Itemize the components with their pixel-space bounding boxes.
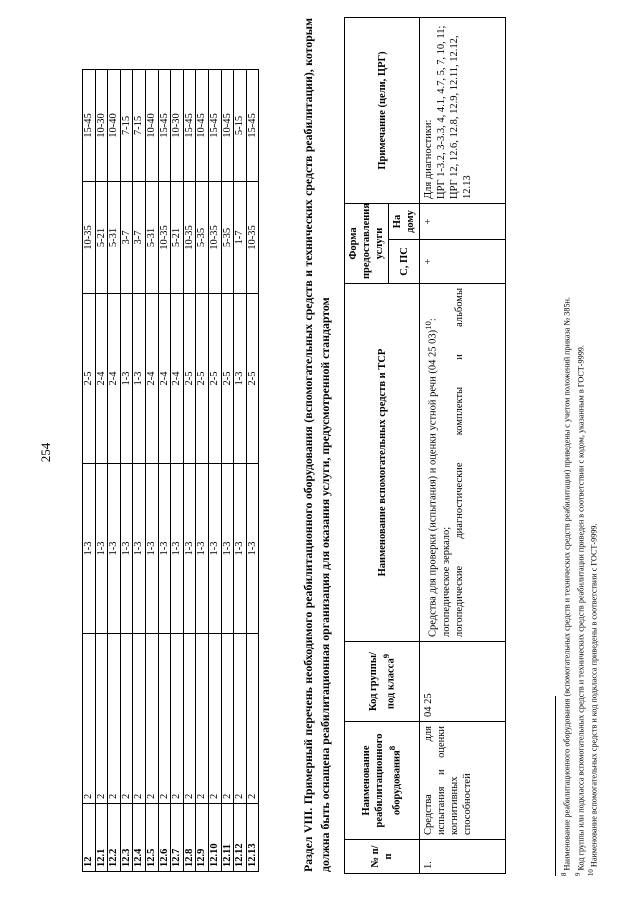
footnote-mark: 10 bbox=[588, 869, 596, 876]
table-cell: 5-21 bbox=[171, 182, 184, 294]
table-cell: 2-5 bbox=[196, 294, 209, 464]
table-cell: 1-3 bbox=[183, 464, 196, 634]
equipment-table bbox=[344, 17, 506, 874]
footnote bbox=[573, 297, 587, 876]
table-cell: 2 bbox=[133, 634, 146, 804]
row-equipment: Средства для испытания и оценки когнитивных способностей bbox=[420, 722, 506, 840]
row-aids bbox=[420, 284, 506, 642]
table-cell: 1-3 bbox=[208, 464, 221, 634]
table-row bbox=[420, 17, 506, 873]
table-cell: 1-3 bbox=[221, 464, 234, 634]
section-title: Раздел VIII. Примерный перечень необходимого реабилитационного оборудования (вспомогательных средств и технических средств реабилитации), которым должна быть оснащена реабилитационная организация для оказания услуги, предусмотренной стандартом bbox=[301, 18, 332, 872]
table-cell: 12.4 bbox=[133, 804, 146, 872]
note-line-3: ЦРГ 12, 12.6, 12.8, 12.9, 12.11, 12.12, 12.13 bbox=[449, 35, 473, 199]
table-cell: 10-40 bbox=[108, 70, 121, 182]
table-cell: 3-7 bbox=[120, 182, 133, 294]
table-row bbox=[196, 70, 209, 872]
table-row bbox=[234, 70, 247, 872]
table-row bbox=[171, 70, 184, 872]
table-cell: 1-3 bbox=[158, 464, 171, 634]
table-cell: 12.10 bbox=[208, 804, 221, 872]
table-cell: 1-3 bbox=[234, 294, 247, 464]
table-cell: 12.2 bbox=[108, 804, 121, 872]
note-line-1: Для диагностики: bbox=[423, 119, 434, 199]
main-table-holder bbox=[344, 17, 506, 874]
table-cell: 15-45 bbox=[246, 70, 259, 182]
table-cell: 5-35 bbox=[196, 182, 209, 294]
table-cell: 10-40 bbox=[145, 70, 158, 182]
table-cell: 10-30 bbox=[171, 70, 184, 182]
table-cell: 2 bbox=[171, 634, 184, 804]
footnotes bbox=[555, 297, 600, 876]
aids-line-2: логопедическое зеркало; bbox=[440, 526, 452, 637]
row-form-sps: + bbox=[420, 240, 506, 284]
table-cell: 12.11 bbox=[221, 804, 234, 872]
table-cell: 1-3 bbox=[171, 464, 184, 634]
footnote-text: Код группы или подкласса вспомогательных средств и технических средств реабилитации приведен в соответствии с кодом, указанным в ГОСТ-9999. bbox=[576, 345, 586, 871]
table-cell: 7-15 bbox=[133, 70, 146, 182]
table-cell: 2 bbox=[183, 634, 196, 804]
footnote-rule bbox=[555, 696, 556, 876]
table-cell: 12.13 bbox=[246, 804, 259, 872]
table-cell: 5-35 bbox=[221, 182, 234, 294]
header-row bbox=[345, 17, 389, 873]
table-row bbox=[221, 70, 234, 872]
table-cell: 10-35 bbox=[158, 182, 171, 294]
table-cell: 2-4 bbox=[95, 294, 108, 464]
footnote-mark: 8 bbox=[561, 872, 568, 876]
table-row bbox=[95, 70, 108, 872]
table-cell: 15-45 bbox=[83, 70, 96, 182]
table-cell: 5-21 bbox=[95, 182, 108, 294]
table-cell: 2 bbox=[145, 634, 158, 804]
table-cell: 2 bbox=[158, 634, 171, 804]
table-cell: 1-3 bbox=[120, 294, 133, 464]
table-cell: 15-45 bbox=[158, 70, 171, 182]
header-code-text: Код группы/под класса bbox=[367, 652, 397, 711]
continuation-table bbox=[82, 69, 259, 872]
table-cell: 12 bbox=[83, 804, 96, 872]
table-cell: 2-4 bbox=[158, 294, 171, 464]
header-aids: Наименование вспомогательных средств и ТСР bbox=[345, 284, 420, 642]
table-row bbox=[133, 70, 146, 872]
table-cell: 1-3 bbox=[246, 464, 259, 634]
aids-line-3: логопедические диагностические комплекты и альбомы bbox=[453, 288, 465, 637]
table-cell: 2-4 bbox=[171, 294, 184, 464]
aids-sup: 10 bbox=[423, 321, 433, 330]
table-cell: 10-35 bbox=[183, 182, 196, 294]
table-cell: 2 bbox=[120, 634, 133, 804]
footnote-text: Наименование реабилитационного оборудования (вспомогательных средств и технических средств реабилитации) приведены с учетом положений приказа № 385н. bbox=[562, 297, 572, 871]
table-cell: 1-7 bbox=[234, 182, 247, 294]
table-row bbox=[158, 70, 171, 872]
table-cell: 2 bbox=[196, 634, 209, 804]
header-note: Примечание (цели, ЦРГ) bbox=[345, 17, 420, 203]
table-cell: 2 bbox=[221, 634, 234, 804]
top-table-holder bbox=[82, 69, 259, 872]
table-cell: 1-3 bbox=[95, 464, 108, 634]
row-note bbox=[420, 17, 506, 203]
table-cell: 15-45 bbox=[208, 70, 221, 182]
footnote bbox=[586, 297, 600, 876]
aids-line-1-end: : bbox=[427, 318, 439, 322]
footnotes-holder bbox=[555, 297, 600, 876]
header-form: Форма предоставления услуги bbox=[345, 203, 389, 283]
note-line-2: ЦРГ 1-3.2, 3-3.3, 4, 4.1, 4.7, 5, 7, 10, 11; bbox=[436, 25, 447, 199]
table-row bbox=[246, 70, 259, 872]
table-row bbox=[145, 70, 158, 872]
table-cell: 10-45 bbox=[196, 70, 209, 182]
table-row bbox=[208, 70, 221, 872]
table-cell: 2-5 bbox=[246, 294, 259, 464]
table-cell: 2 bbox=[246, 634, 259, 804]
table-cell: 12.1 bbox=[95, 804, 108, 872]
table-cell: 2 bbox=[95, 634, 108, 804]
footnote bbox=[559, 297, 573, 876]
table-cell: 2-4 bbox=[145, 294, 158, 464]
footnote-text: Наименование вспомогательных средств и код подкласса приведены в соответствии с ГОСТ-9999. bbox=[590, 523, 600, 868]
footnote-mark: 9 bbox=[574, 872, 582, 876]
header-equipment-text: Наименование реабилитационного оборудования bbox=[361, 733, 403, 828]
table-cell: 1-3 bbox=[196, 464, 209, 634]
table-cell: 10-35 bbox=[83, 182, 96, 294]
table-cell: 1-3 bbox=[145, 464, 158, 634]
table-cell: 12.5 bbox=[145, 804, 158, 872]
table-cell: 1-3 bbox=[108, 464, 121, 634]
table-cell: 2 bbox=[108, 634, 121, 804]
table-cell: 12.7 bbox=[171, 804, 184, 872]
table-cell: 12.3 bbox=[120, 804, 133, 872]
table-cell: 2-5 bbox=[83, 294, 96, 464]
table-cell: 2-5 bbox=[221, 294, 234, 464]
table-cell: 2-5 bbox=[208, 294, 221, 464]
table-cell: 2-5 bbox=[183, 294, 196, 464]
table-cell: 12.9 bbox=[196, 804, 209, 872]
table-cell: 5-31 bbox=[145, 182, 158, 294]
table-cell: 2-4 bbox=[108, 294, 121, 464]
table-cell: 10-35 bbox=[208, 182, 221, 294]
table-row bbox=[83, 70, 96, 872]
header-code-sup: 9 bbox=[380, 653, 391, 659]
aids-line-1 bbox=[422, 288, 440, 637]
header-form-sps: С, ПС bbox=[389, 240, 420, 284]
table-cell: 7-15 bbox=[120, 70, 133, 182]
table-row bbox=[183, 70, 196, 872]
table-cell: 3-7 bbox=[133, 182, 146, 294]
header-equipment-sup: 8 bbox=[387, 745, 398, 751]
table-cell: 10-35 bbox=[246, 182, 259, 294]
table-cell: 12.6 bbox=[158, 804, 171, 872]
table-cell: 2 bbox=[208, 634, 221, 804]
table-cell: 2 bbox=[83, 634, 96, 804]
table-cell: 1-3 bbox=[133, 464, 146, 634]
table-cell: 10-45 bbox=[221, 70, 234, 182]
page-number: 254 bbox=[38, 442, 53, 463]
table-cell: 1-3 bbox=[83, 464, 96, 634]
table-cell: 1-3 bbox=[133, 294, 146, 464]
row-code: 04 25 bbox=[420, 642, 506, 722]
header-form-home: На дому bbox=[389, 203, 420, 239]
table-cell: 2 bbox=[234, 634, 247, 804]
header-equipment bbox=[345, 722, 420, 840]
header-num: № п/п bbox=[345, 840, 420, 874]
header-code bbox=[345, 642, 420, 722]
table-cell: 10-30 bbox=[95, 70, 108, 182]
table-cell: 5-15 bbox=[234, 70, 247, 182]
table-cell: 15-45 bbox=[183, 70, 196, 182]
aids-line-1-text: Средства для проверки (испытания) и оценки устной речи (04 25 03) bbox=[427, 329, 439, 637]
table-cell: 12.12 bbox=[234, 804, 247, 872]
row-form-home: + bbox=[420, 203, 506, 239]
table-row bbox=[120, 70, 133, 872]
table-cell: 1-3 bbox=[234, 464, 247, 634]
table-cell: 1-3 bbox=[120, 464, 133, 634]
row-num: 1. bbox=[420, 840, 506, 874]
table-row bbox=[108, 70, 121, 872]
table-cell: 12.8 bbox=[183, 804, 196, 872]
table-cell: 5-31 bbox=[108, 182, 121, 294]
